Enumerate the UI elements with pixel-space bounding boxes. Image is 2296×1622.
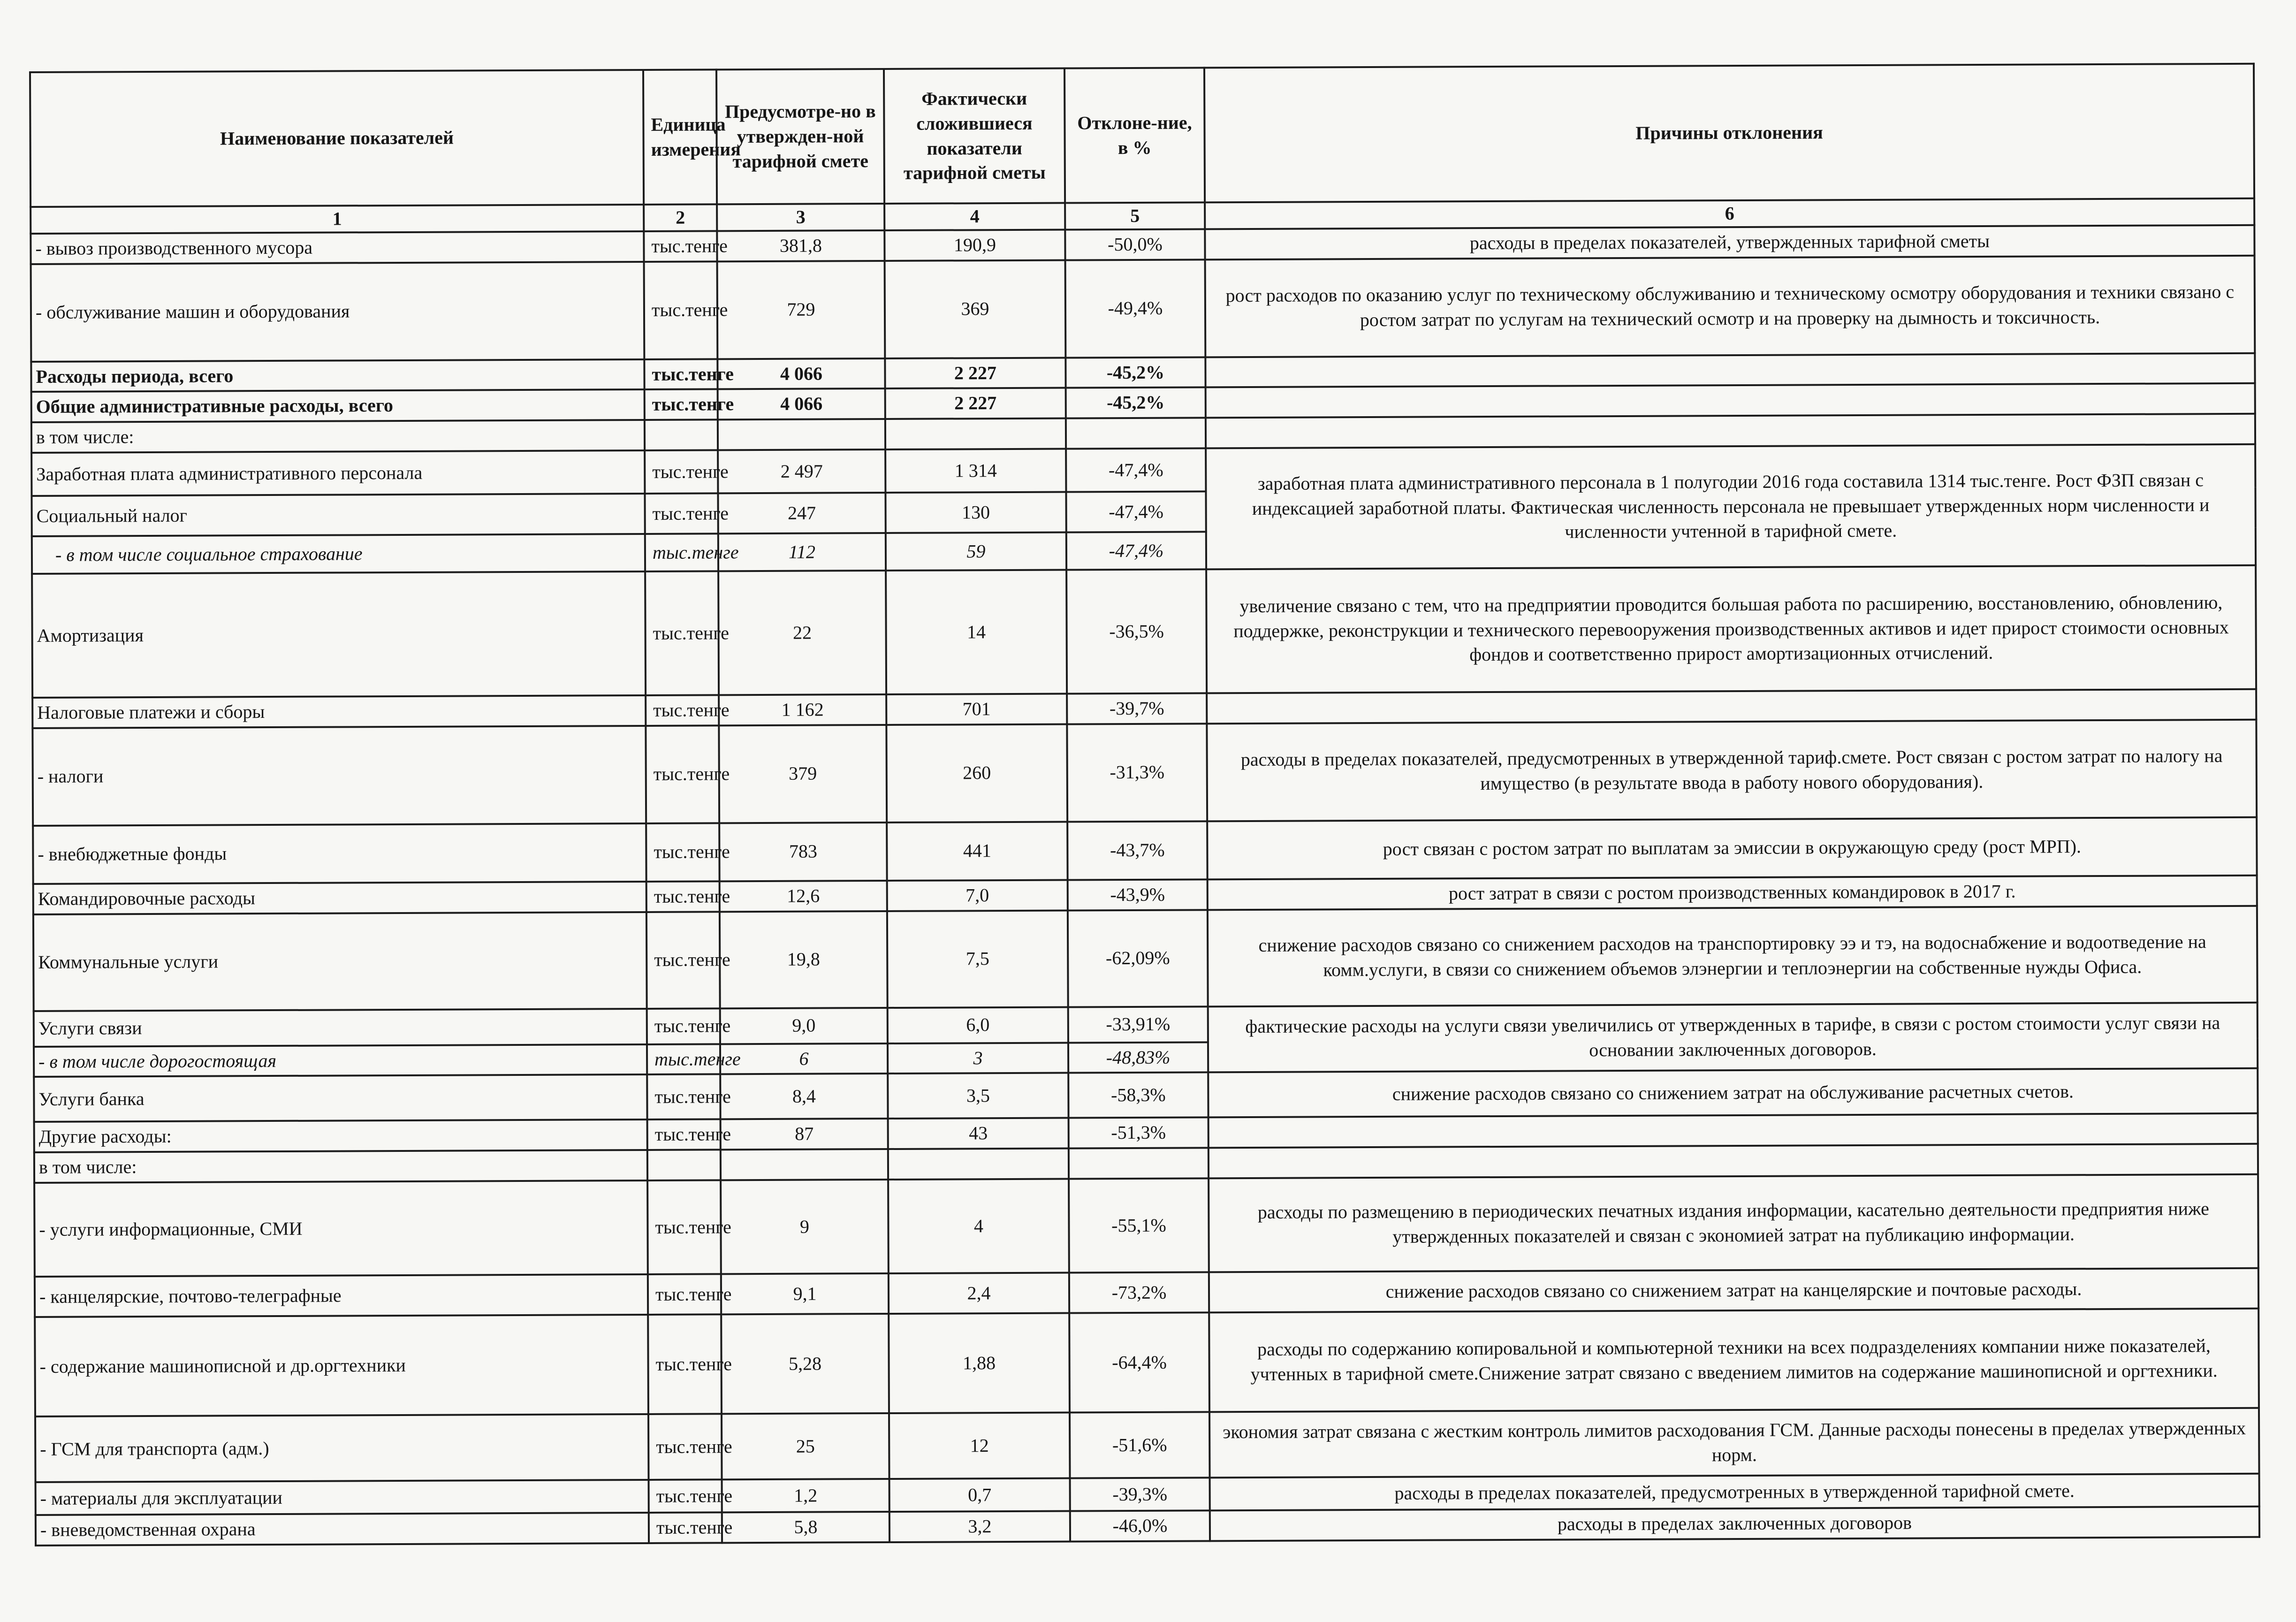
- row-deviation: -45,2%: [1066, 388, 1206, 419]
- document-sheet: [29, 71, 2253, 1546]
- row-deviation: -47,4%: [1066, 491, 1206, 532]
- row-plan: 1 162: [719, 694, 886, 725]
- row-fact: 369: [885, 260, 1066, 358]
- row-deviation: [1069, 1148, 1209, 1179]
- row-reason: рост затрат в связи с ростом производственных командировок в 2017 г.: [1208, 876, 2257, 910]
- header-row: [30, 64, 2254, 207]
- row-unit: тыс.тенге: [648, 1314, 722, 1414]
- row-fact: 3,2: [890, 1511, 1070, 1542]
- row-reason: [1205, 353, 2255, 387]
- row-name: - вневедомственная охрана: [36, 1513, 649, 1546]
- row-deviation: -47,4%: [1066, 448, 1206, 492]
- row-unit: тыс.тенге: [646, 725, 719, 823]
- row-name: Амортизация: [32, 571, 646, 698]
- table-row: [35, 1408, 2259, 1482]
- row-reason: расходы по содержанию копировальной и компьютерной техники на всех подразделениях компании ниже показателей, учтенных в тарифной смете.Снижение затрат связано с введением лимитов на содержание машинописной и оргтехники.: [1209, 1309, 2259, 1412]
- row-name: Услуги связи: [34, 1009, 647, 1047]
- row-reason: [1207, 689, 2256, 723]
- row-fact: 1,88: [889, 1313, 1070, 1413]
- row-unit: тыс.тенге: [646, 912, 720, 1009]
- row-unit: тыс.тенге: [647, 1044, 720, 1074]
- row-plan: 19,8: [720, 911, 888, 1008]
- row-unit: тыс.тенге: [647, 1119, 721, 1150]
- row-plan: 2 497: [718, 449, 885, 493]
- row-fact: 0,7: [890, 1478, 1070, 1511]
- column-number: 6: [1205, 198, 2254, 229]
- table-row: [32, 565, 2256, 698]
- row-reason: расходы по размещению в периодических печатных издания информации, касательно деятельности предприятия ниже утвержденных показателей и связан с экономией затрат на публикацию информации.: [1209, 1174, 2258, 1272]
- row-reason: заработная плата административного персонала в 1 полугодии 2016 года составила 1314 тыс.тенге. Рост ФЗП связан с индексацией заработной платы. Фактическая численность персонала не превышает утвержденных норм численности и численности учтенной в тарифной смете.: [1206, 444, 2256, 570]
- row-plan: 381,8: [717, 230, 884, 261]
- row-fact: 190,9: [884, 229, 1065, 260]
- row-name: - канцелярские, почтово-телеграфные: [35, 1274, 648, 1317]
- row-deviation: -58,3%: [1068, 1073, 1208, 1118]
- row-name: Заработная плата административного персонала: [31, 450, 645, 496]
- column-number: 2: [644, 204, 717, 231]
- row-unit: тыс.тенге: [645, 389, 718, 420]
- row-deviation: -55,1%: [1069, 1178, 1209, 1272]
- header-name: Наименование показателей: [30, 70, 644, 207]
- row-reason: рост расходов по оказанию услуг по техническому обслуживанию и техническому осмотру оборудования и техники связано с ростом затрат по услугам на технический осмотр и на проверку на дымность и токсичность.: [1205, 255, 2255, 357]
- row-unit: тыс.тенге: [645, 493, 718, 534]
- row-deviation: -64,4%: [1069, 1312, 1209, 1412]
- row-fact: [888, 1149, 1069, 1180]
- table-row: [34, 1068, 2258, 1122]
- row-deviation: -47,4%: [1066, 532, 1206, 570]
- row-reason: снижение расходов связано со снижением затрат на канцелярские и почтовые расходы.: [1209, 1268, 2258, 1313]
- row-deviation: -33,91%: [1068, 1006, 1208, 1043]
- row-deviation: -73,2%: [1069, 1272, 1209, 1313]
- table-row: [33, 817, 2257, 884]
- row-unit: тыс.тенге: [645, 533, 718, 571]
- row-fact: 43: [888, 1118, 1069, 1149]
- row-fact: 2,4: [889, 1272, 1069, 1313]
- table-row: [33, 906, 2258, 1011]
- row-fact: 7,0: [887, 880, 1068, 911]
- row-name: в том числе:: [31, 420, 645, 453]
- row-unit: тыс.тенге: [645, 571, 719, 695]
- header-fact: Фактически сложившиеся показатели тарифной сметы: [884, 69, 1065, 204]
- row-plan: 9: [721, 1180, 889, 1274]
- row-fact: 1 314: [885, 449, 1066, 493]
- row-deviation: -51,3%: [1069, 1118, 1209, 1149]
- row-deviation: -43,7%: [1067, 821, 1207, 880]
- row-unit: тыс.тенге: [644, 261, 718, 359]
- row-reason: экономия затрат связана с жестким контроль лимитов расходования ГСМ. Данные расходы понесены в пределах утвержденных норм.: [1209, 1408, 2259, 1478]
- row-fact: 2 227: [885, 388, 1066, 419]
- row-fact: 130: [885, 492, 1066, 533]
- row-unit: тыс.тенге: [649, 1512, 722, 1543]
- row-fact: 441: [887, 822, 1067, 880]
- row-reason: снижение расходов связано со снижением расходов на транспортировку ээ и тэ, на водоснабжение и водоотведение на комм.услуги, в связи со снижением объемов элэнергии и теплоэнергии на собственные нужды Офиса.: [1208, 906, 2258, 1006]
- row-deviation: [1066, 418, 1206, 449]
- column-number: 5: [1065, 202, 1205, 229]
- row-name: Другие расходы:: [34, 1119, 647, 1152]
- row-fact: 2 227: [885, 358, 1065, 388]
- row-name: - в том числе дорогостоящая: [34, 1044, 647, 1077]
- row-reason: увеличение связано с тем, что на предприятии проводится большая работа по расширению, восстановлению, обновлению, поддержке, реконструкции и технического перевооружения производственных активов и идет прирост стоимости основных фондов и соответственно прирост амортизационных отчислений.: [1206, 565, 2256, 693]
- row-unit: тыс.тенге: [648, 1274, 721, 1315]
- row-unit: [647, 1150, 721, 1180]
- row-plan: 87: [721, 1119, 888, 1150]
- row-reason: снижение расходов связано со снижением затрат на обслуживание расчетных счетов.: [1208, 1068, 2258, 1118]
- row-name: - налоги: [32, 726, 646, 826]
- row-plan: 6: [720, 1043, 888, 1074]
- row-fact: 12: [889, 1412, 1070, 1478]
- row-unit: тыс.тенге: [644, 359, 717, 389]
- row-fact: 6,0: [888, 1007, 1068, 1043]
- row-fact: 3,5: [888, 1073, 1068, 1119]
- row-deviation: -50,0%: [1065, 229, 1205, 260]
- row-plan: [721, 1149, 888, 1180]
- row-plan: [718, 419, 885, 450]
- table-row: [34, 1174, 2258, 1277]
- row-name: - ГСМ для транспорта (адм.): [35, 1414, 649, 1482]
- column-number: 4: [884, 203, 1065, 230]
- row-reason: фактические расходы на услуги связи увеличились от утвержденных в тарифе, в связи с ростом стоимости услуг связи на основании заключенных договоров.: [1208, 1002, 2258, 1072]
- row-name: Общие административные расходы, всего: [31, 389, 645, 422]
- row-plan: 783: [719, 822, 887, 881]
- row-plan: 25: [722, 1413, 890, 1479]
- row-unit: тыс.тенге: [646, 823, 719, 882]
- row-name: - содержание машинописной и др.оргтехники: [35, 1315, 648, 1416]
- column-number: 1: [30, 205, 644, 234]
- row-unit: тыс.тенге: [647, 1008, 720, 1044]
- row-name: Социальный налог: [31, 494, 645, 536]
- row-reason: [1206, 414, 2255, 448]
- row-name: Коммунальные услуги: [33, 912, 647, 1011]
- row-unit: [645, 420, 718, 450]
- table-row: [31, 255, 2255, 361]
- row-name: Расходы периода, всего: [31, 359, 644, 392]
- row-fact: 701: [886, 694, 1067, 725]
- header-reason: Причины отклонения: [1204, 64, 2254, 203]
- row-plan: 379: [719, 725, 887, 823]
- row-name: - услуги информационные, СМИ: [34, 1180, 648, 1277]
- row-fact: 3: [888, 1043, 1068, 1074]
- row-name: в том числе:: [34, 1150, 647, 1183]
- row-fact: 14: [886, 570, 1067, 694]
- row-fact: 4: [888, 1179, 1069, 1273]
- row-deviation: -43,9%: [1068, 879, 1208, 910]
- row-deviation: -36,5%: [1066, 569, 1207, 693]
- table-row: [35, 1309, 2259, 1416]
- row-unit: тыс.тенге: [645, 450, 718, 494]
- row-reason: расходы в пределах показателей, предусмотренных в утвержденной тариф.смете. Рост связан с ростом затрат по налогу на имущество (в результате ввода в работу нового оборудования).: [1207, 720, 2257, 822]
- table-row: [31, 444, 2255, 496]
- row-unit: тыс.тенге: [646, 881, 720, 912]
- row-deviation: -46,0%: [1070, 1510, 1210, 1541]
- row-deviation: -39,7%: [1067, 693, 1207, 724]
- row-plan: 12,6: [720, 881, 887, 912]
- row-unit: тыс.тенге: [647, 1074, 720, 1120]
- row-plan: 8,4: [720, 1074, 888, 1119]
- row-unit: тыс.тенге: [647, 1180, 721, 1274]
- row-deviation: -48,83%: [1068, 1042, 1208, 1073]
- header-deviation: Отклоне-ние, в %: [1064, 68, 1205, 203]
- row-name: - внебюджетные фонды: [33, 823, 646, 884]
- row-name: Услуги банка: [34, 1074, 647, 1122]
- row-unit: тыс.тенге: [644, 231, 717, 261]
- row-name: Налоговые платежи и сборы: [32, 695, 646, 728]
- row-deviation: -31,3%: [1067, 723, 1207, 822]
- header-unit: Единица измерения: [643, 69, 717, 205]
- row-reason: [1209, 1144, 2258, 1178]
- header-plan: Предусмотре-но в утвержден-ной тарифной смете: [716, 69, 884, 204]
- row-plan: 4 066: [717, 358, 885, 389]
- row-plan: 9,1: [721, 1273, 889, 1314]
- row-name: Командировочные расходы: [33, 882, 646, 914]
- row-name: - материалы для эксплуатации: [36, 1480, 649, 1515]
- row-plan: 9,0: [720, 1008, 888, 1044]
- row-unit: тыс.тенге: [649, 1479, 722, 1513]
- row-fact: 7,5: [887, 910, 1068, 1007]
- row-reason: расходы в пределах показателей, утвержденных тарифной сметы: [1205, 225, 2254, 259]
- row-reason: расходы в пределах показателей, предусмотренных в утвержденной тарифной смете.: [1210, 1474, 2259, 1511]
- row-deviation: -49,4%: [1065, 259, 1206, 358]
- row-fact: [885, 419, 1066, 449]
- row-plan: 247: [718, 493, 885, 533]
- row-reason: рост связан с ростом затрат по выплатам за эмиссии в окружающую среду (рост МРП).: [1207, 817, 2257, 880]
- row-unit: тыс.тенге: [648, 1414, 722, 1480]
- row-plan: 1,2: [722, 1479, 890, 1512]
- row-reason: расходы в пределах заключенных договоров: [1210, 1507, 2259, 1541]
- row-deviation: -39,3%: [1070, 1477, 1210, 1511]
- row-plan: 112: [718, 533, 886, 571]
- table-row: [32, 720, 2257, 826]
- row-reason: [1209, 1113, 2258, 1148]
- row-reason: [1206, 383, 2255, 418]
- row-fact: 59: [886, 533, 1066, 571]
- tariff-estimate-table: [29, 63, 2260, 1546]
- column-number: 3: [717, 204, 884, 231]
- row-name: - в том числе социальное страхование: [32, 534, 645, 574]
- row-plan: 4 066: [718, 388, 885, 419]
- row-deviation: -51,6%: [1070, 1412, 1210, 1478]
- row-unit: тыс.тенге: [646, 695, 719, 725]
- row-name: - вывоз производственного мусора: [30, 231, 644, 264]
- row-name: - обслуживание машин и оборудования: [31, 262, 645, 362]
- row-deviation: -45,2%: [1065, 357, 1205, 388]
- row-deviation: -62,09%: [1068, 910, 1208, 1007]
- row-fact: 260: [886, 724, 1067, 822]
- row-plan: 729: [717, 261, 885, 359]
- row-plan: 5,8: [722, 1512, 890, 1543]
- row-plan: 22: [718, 571, 886, 695]
- row-plan: 5,28: [721, 1314, 889, 1414]
